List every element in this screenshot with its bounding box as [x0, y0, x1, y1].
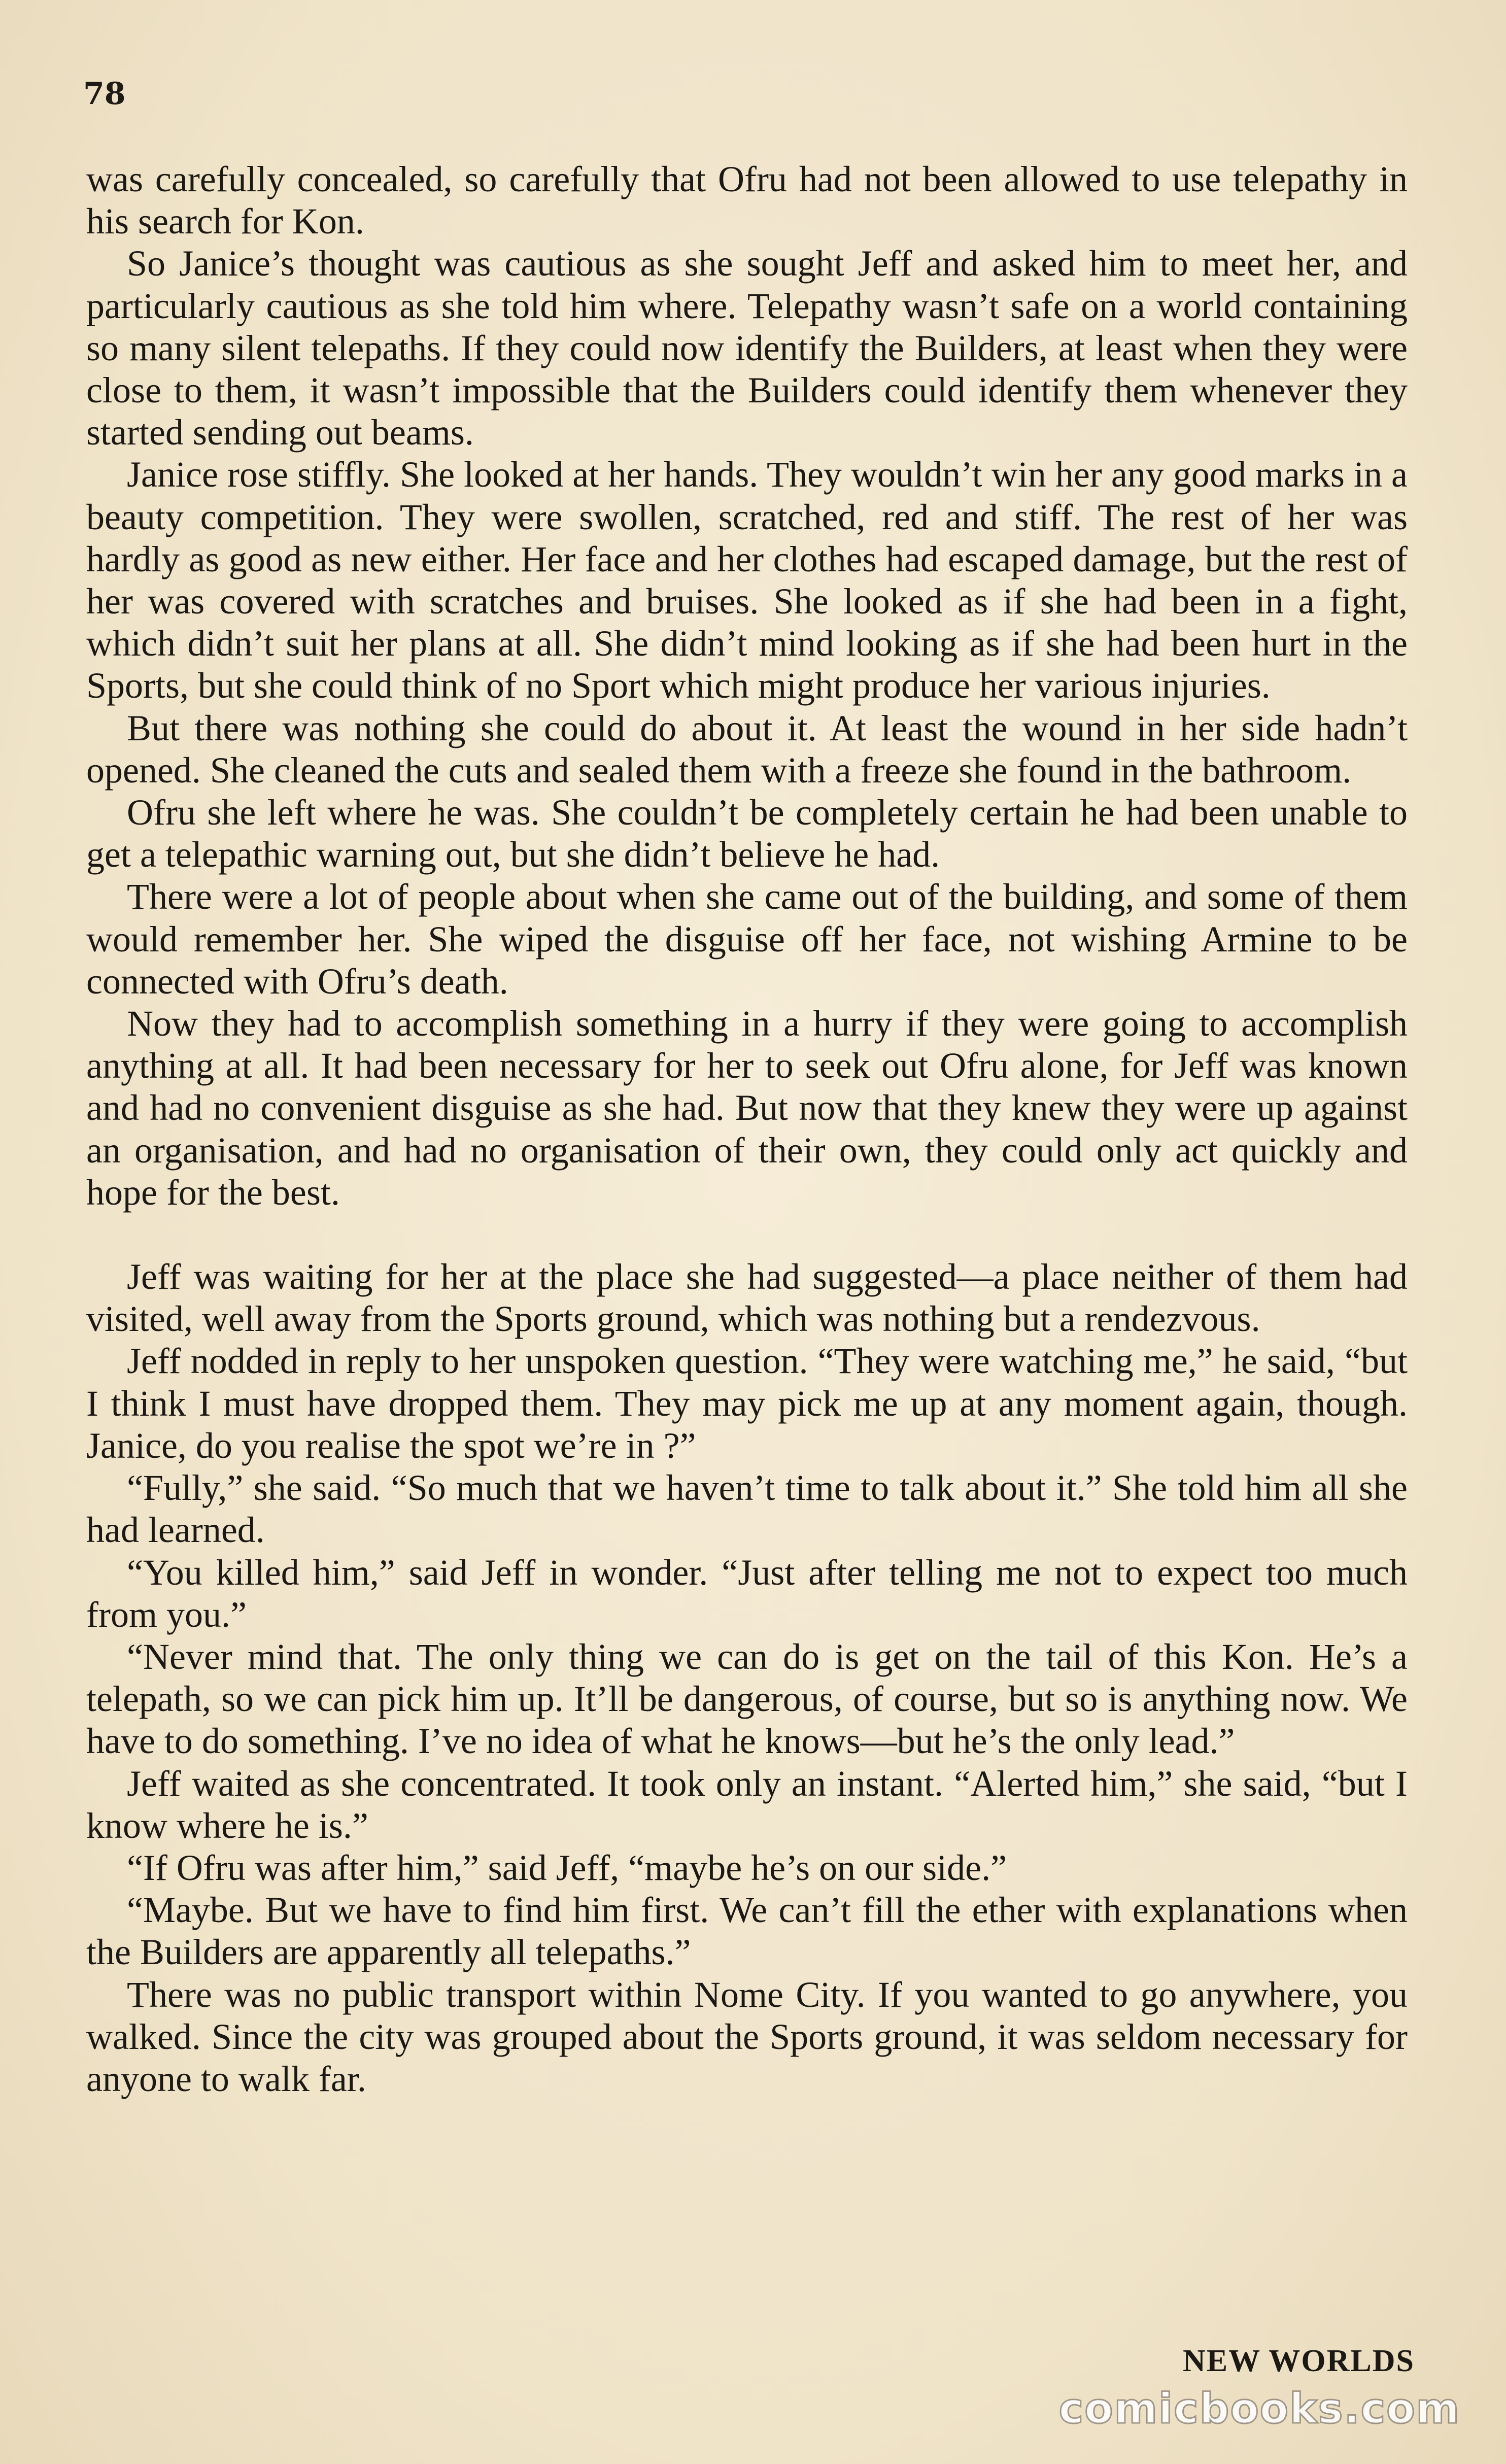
paragraph: Jeff nodded in reply to her unspoken question. “They were watching me,” he said, “but I think I must have dropped them. They may pick me up at any moment again, though. Janice, do you realise the spot we’re in ?” [86, 1341, 1408, 1466]
page-number: 78 [83, 76, 126, 112]
paragraph: “You killed him,” said Jeff in wonder. “Just after telling me not to expect too much from you.” [86, 1552, 1408, 1635]
paragraph: Ofru she left where he was. She couldn’t be completely certain he had been unable to get a telepathic warning out, but she didn’t believe he had. [86, 792, 1408, 875]
story-text [86, 158, 1408, 2100]
paragraph: “If Ofru was after him,” said Jeff, “maybe he’s on our side.” [127, 1847, 1007, 1888]
paragraph: There was no public transport within Nome City. If you wanted to go anywhere, you walked. Since the city was grouped about the Sports ground, it was seldom necessary for anyone to walk far. [86, 1974, 1408, 2099]
watermark: comicbooks.com [1058, 2385, 1460, 2433]
section-break [86, 1214, 1408, 1256]
paragraph: But there was nothing she could do about it. At least the wound in her side hadn’t opened. She cleaned the cuts and sealed them with a freeze she found in the bathroom. [86, 707, 1408, 791]
paragraph: There were a lot of people about when she came out of the building, and some of them would remember her. She wiped the disguise off her face, not wishing Armine to be connected with Ofru’s death. [86, 876, 1408, 1002]
paragraph: Janice rose stiffly. She looked at her hands. They wouldn’t win her any good marks in a beauty competition. They were swollen, scratched, red and stiff. The rest of her was hardly as good as new either. Her face and her clothes had escaped damage, but the rest of her was covered with scratches and bruises. She looked as if she had been in a fight, which didn’t suit her plans at all. She didn’t mind looking as if she had been hurt in the Sports, but she could think of no Sport which might produce her various injuries. [86, 454, 1408, 706]
paragraph: Jeff was waiting for her at the place she had suggested—a place neither of them had visited, well away from the Sports ground, which was nothing but a rendezvous. [86, 1256, 1408, 1340]
paragraph: was carefully concealed, so carefully that Ofru had not been allowed to use telepathy in his search for Kon. [86, 159, 1408, 242]
magazine-footer-title: NEW WORLDS [1183, 2344, 1415, 2378]
paragraph: Now they had to accomplish something in a hurry if they were going to accomplish anything at all. It had been necessary for her to seek out Ofru alone, for Jeff was known and had no convenient disguise as she had. But now that they knew they were up against an organisation, and had no organisation of their own, they could only act quickly and hope for the best. [86, 1003, 1408, 1213]
paragraph: “Fully,” she said. “So much that we haven’t time to talk about it.” She told him all she had learned. [86, 1467, 1408, 1551]
paragraph: “Never mind that. The only thing we can do is get on the tail of this Kon. He’s a telepath, so we can pick him up. It’ll be dangerous, of course, but so is anything now. We have to do something. I’ve no idea of what he knows—but he’s the only lead.” [86, 1636, 1408, 1762]
paragraph: So Janice’s thought was cautious as she sought Jeff and asked him to meet her, and particularly cautious as she told him where. Telepathy wasn’t safe on a world containing so many silent telepaths. If they could now identify the Builders, at least when they were close to them, it wasn’t impossible that the Builders could identify them whenever they started sending out beams. [86, 243, 1408, 453]
paragraph: “Maybe. But we have to find him first. We can’t fill the ether with explanations when the Builders are apparently all telepaths.” [86, 1890, 1408, 1973]
paragraph: Jeff waited as she concentrated. It took only an instant. “Alerted him,” she said, “but I know where he is.” [86, 1763, 1408, 1846]
